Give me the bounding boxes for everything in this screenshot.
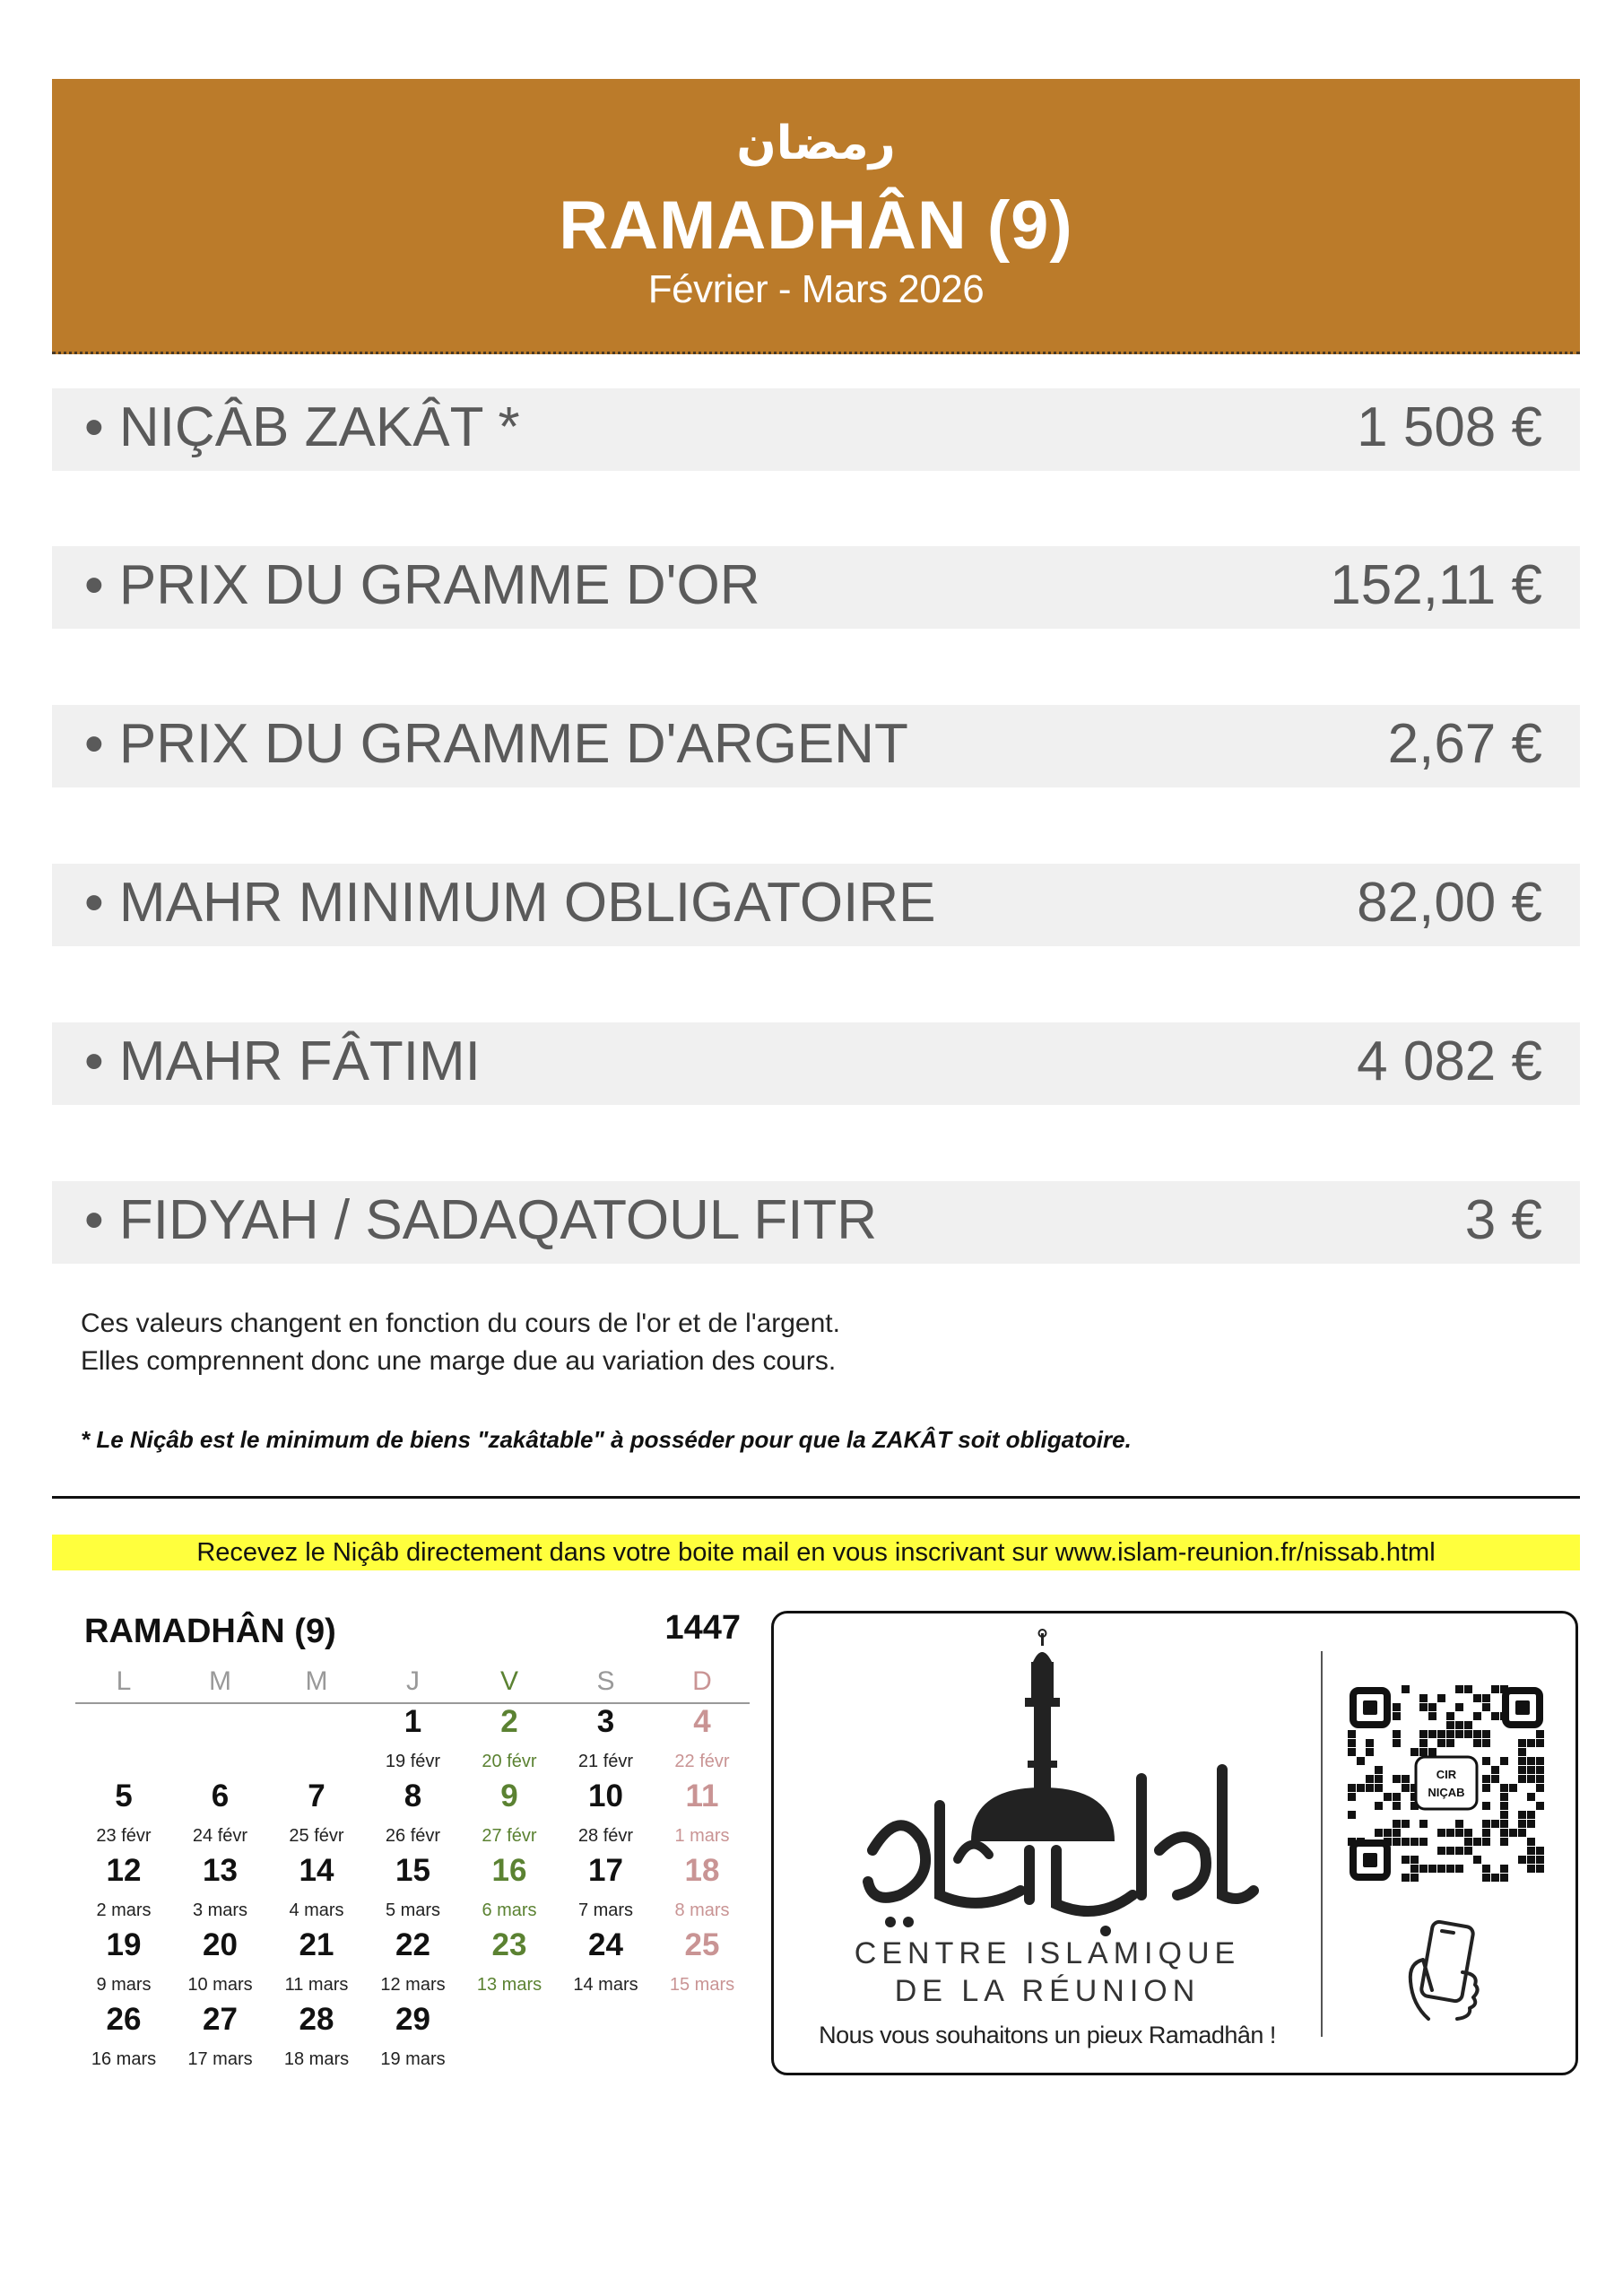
weekday-header: J: [406, 1666, 420, 1696]
gregorian-date: 14 mars: [573, 1975, 638, 1995]
hijri-day-number: 2: [500, 1704, 518, 1739]
mosque-minaret-calligraphy-logo-icon: [837, 1626, 1267, 1949]
gregorian-date: 1 mars: [674, 1826, 730, 1846]
calendar-title: RAMADHÂN (9): [84, 1613, 336, 1650]
footnote: * Le Niçâb est le minimum de biens "zakâtable" à posséder pour que la ZAKÂT soit obligatoire.: [81, 1426, 1132, 1453]
calendar-day: [461, 1779, 558, 1847]
row-gold-price: [52, 546, 1580, 629]
row-label: • NIÇÂB ZAKÂT *: [84, 396, 520, 458]
gregorian-date: 21 févr: [577, 1752, 634, 1771]
gregorian-date: 19 févr: [385, 1752, 441, 1771]
page-title: RAMADHÂN (9): [559, 187, 1073, 264]
hijri-day-number: 18: [684, 1853, 720, 1888]
hijri-day-number: 20: [203, 1927, 238, 1962]
weekday-header: M: [305, 1666, 328, 1696]
calendar-day: [172, 1927, 269, 1996]
hijri-day-number: 26: [106, 2002, 142, 2037]
gregorian-date: 9 mars: [96, 1975, 152, 1995]
gregorian-date: 5 mars: [385, 1900, 441, 1920]
calendar-day: [365, 2002, 462, 2070]
hijri-day-number: 23: [491, 1927, 527, 1962]
gregorian-date: 3 mars: [192, 1900, 248, 1920]
gregorian-date: 25 févr: [289, 1826, 344, 1846]
calendar-day: [654, 1704, 751, 1772]
org-name-line-1: CENTRE ISLAMIQUE: [854, 1936, 1241, 1970]
row-value: 4 082 €: [1357, 1031, 1542, 1092]
gregorian-date: 23 févr: [96, 1826, 152, 1846]
hijri-day-number: 22: [395, 1927, 430, 1962]
calendar-day: [365, 1704, 462, 1772]
gregorian-date: 26 févr: [385, 1826, 441, 1846]
calendar-day: [461, 1853, 558, 1921]
hijri-day-number: 28: [299, 2002, 334, 2037]
qr-label-cir: CIR: [1436, 1768, 1457, 1781]
hijri-day-number: 6: [211, 1779, 230, 1813]
calendar-day: [268, 2002, 365, 2070]
gregorian-date: 8 mars: [674, 1900, 730, 1920]
hijri-day-number: 24: [588, 1927, 623, 1962]
calendar-day: [75, 1927, 172, 1996]
calendar-day: [75, 2002, 172, 2070]
gregorian-date: 6 mars: [482, 1900, 537, 1920]
calendar-day: [365, 1927, 462, 1996]
page-header: [52, 79, 1580, 354]
calendar-day: [365, 1779, 462, 1847]
gregorian-date: 2 mars: [96, 1900, 152, 1920]
hijri-day-number: 4: [693, 1704, 711, 1739]
calendar-day: [268, 1853, 365, 1921]
calendar-day: [558, 1779, 655, 1847]
calendar-day: [558, 1704, 655, 1772]
org-name-line-2: DE LA RÉUNION: [894, 1974, 1201, 2008]
hijri-day-number: 17: [588, 1853, 623, 1888]
calendar-year: 1447: [664, 1609, 741, 1647]
hijri-day-number: 21: [299, 1927, 334, 1962]
gregorian-date: 16 mars: [91, 2049, 157, 2069]
row-nicab-zakat: [52, 388, 1580, 471]
row-value: 2,67 €: [1387, 713, 1542, 775]
card-divider: [1321, 1651, 1323, 2037]
gregorian-date: 20 févr: [482, 1752, 537, 1771]
gregorian-date: 19 mars: [380, 2049, 446, 2069]
divider: [52, 1496, 1580, 1499]
calendar-day: [75, 1779, 172, 1847]
hijri-day-number: 8: [404, 1779, 422, 1813]
calendar-day: [654, 1927, 751, 1996]
hijri-day-number: 29: [395, 2002, 430, 2037]
gregorian-date: 7 mars: [577, 1900, 634, 1920]
centre-islamique-card: [771, 1611, 1578, 2075]
calendar-day: [654, 1779, 751, 1847]
gregorian-date: 15 mars: [669, 1975, 735, 1995]
row-mahr-minimum: [52, 864, 1580, 946]
hijri-day-number: 10: [588, 1779, 623, 1813]
weekday-header: M: [209, 1666, 231, 1696]
calendar-day: [172, 2002, 269, 2070]
gregorian-date: 11 mars: [284, 1975, 349, 1995]
calendar-day: [172, 1853, 269, 1921]
weekday-header: L: [116, 1666, 132, 1696]
row-value: 82,00 €: [1357, 872, 1542, 934]
hijri-day-number: 27: [203, 2002, 238, 2037]
calendar-day: [268, 1927, 365, 1996]
gregorian-date: 10 mars: [187, 1975, 253, 1995]
calendar-day: [461, 1927, 558, 1996]
hijri-day-number: 9: [500, 1779, 518, 1813]
gregorian-date: 13 mars: [476, 1975, 542, 1995]
row-fidyah: [52, 1181, 1580, 1264]
note-line-2: Elles comprennent donc une marge due au variation des cours.: [81, 1346, 837, 1376]
hijri-day-number: 3: [596, 1704, 615, 1739]
gregorian-date: 4 mars: [289, 1900, 344, 1920]
qr-code-icon[interactable]: [1348, 1685, 1545, 1883]
row-value: 152,11 €: [1330, 554, 1542, 616]
row-label: • MAHR FÂTIMI: [84, 1031, 481, 1092]
calendar-day: [75, 1853, 172, 1921]
gregorian-date: 24 févr: [192, 1826, 248, 1846]
ramadhan-wish: Nous vous souhaitons un pieux Ramadhân !: [819, 2022, 1276, 2048]
hijri-day-number: 15: [395, 1853, 430, 1888]
gregorian-date: 22 févr: [674, 1752, 730, 1771]
weekday-header: D: [692, 1666, 712, 1696]
header-arabic-title: رمضان: [736, 117, 896, 170]
hijri-day-number: 1: [404, 1704, 422, 1739]
calendar-day: [461, 1704, 558, 1772]
subscribe-banner: Recevez le Niçâb directement dans votre boite mail en vous inscrivant sur www.islam-reunion.fr/nissab.html: [52, 1535, 1580, 1570]
row-label: • FIDYAH / SADAQATOUL FITR: [84, 1189, 878, 1251]
hijri-day-number: 25: [684, 1927, 720, 1962]
hijri-day-number: 11: [685, 1779, 719, 1813]
row-silver-price: [52, 705, 1580, 787]
phone-in-hand-icon: [1393, 1918, 1500, 2026]
hijri-day-number: 19: [106, 1927, 142, 1962]
gregorian-date: 12 mars: [380, 1975, 446, 1995]
calendar-day: [654, 1853, 751, 1921]
qr-label-nicab: NIÇAB: [1428, 1786, 1465, 1799]
hijri-day-number: 12: [106, 1853, 142, 1888]
row-mahr-fatimi: [52, 1022, 1580, 1105]
gregorian-date: 27 févr: [482, 1826, 537, 1846]
gregorian-date: 17 mars: [187, 2049, 253, 2069]
weekday-header: V: [499, 1666, 518, 1696]
row-label: • MAHR MINIMUM OBLIGATOIRE: [84, 872, 936, 934]
row-label: • PRIX DU GRAMME D'OR: [84, 554, 760, 616]
gregorian-date: 18 mars: [283, 2049, 350, 2069]
hijri-day-number: 16: [491, 1853, 527, 1888]
hijri-day-number: 13: [203, 1853, 238, 1888]
gregorian-date: 28 févr: [577, 1826, 634, 1846]
calendar-day: [365, 1853, 462, 1921]
row-value: 1 508 €: [1357, 396, 1542, 458]
row-value: 3 €: [1464, 1189, 1542, 1251]
calendar-day: [558, 1927, 655, 1996]
row-label: • PRIX DU GRAMME D'ARGENT: [84, 713, 908, 775]
page-subtitle: Février - Mars 2026: [647, 267, 985, 311]
hijri-day-number: 5: [115, 1779, 133, 1813]
calendar-day: [172, 1779, 269, 1847]
calendar-day: [558, 1853, 655, 1921]
weekday-header: S: [596, 1666, 615, 1696]
hijri-day-number: 14: [299, 1853, 334, 1888]
note-line-1: Ces valeurs changent en fonction du cours de l'or et de l'argent.: [81, 1309, 840, 1338]
calendar-day: [268, 1779, 365, 1847]
hijri-day-number: 7: [308, 1779, 325, 1813]
